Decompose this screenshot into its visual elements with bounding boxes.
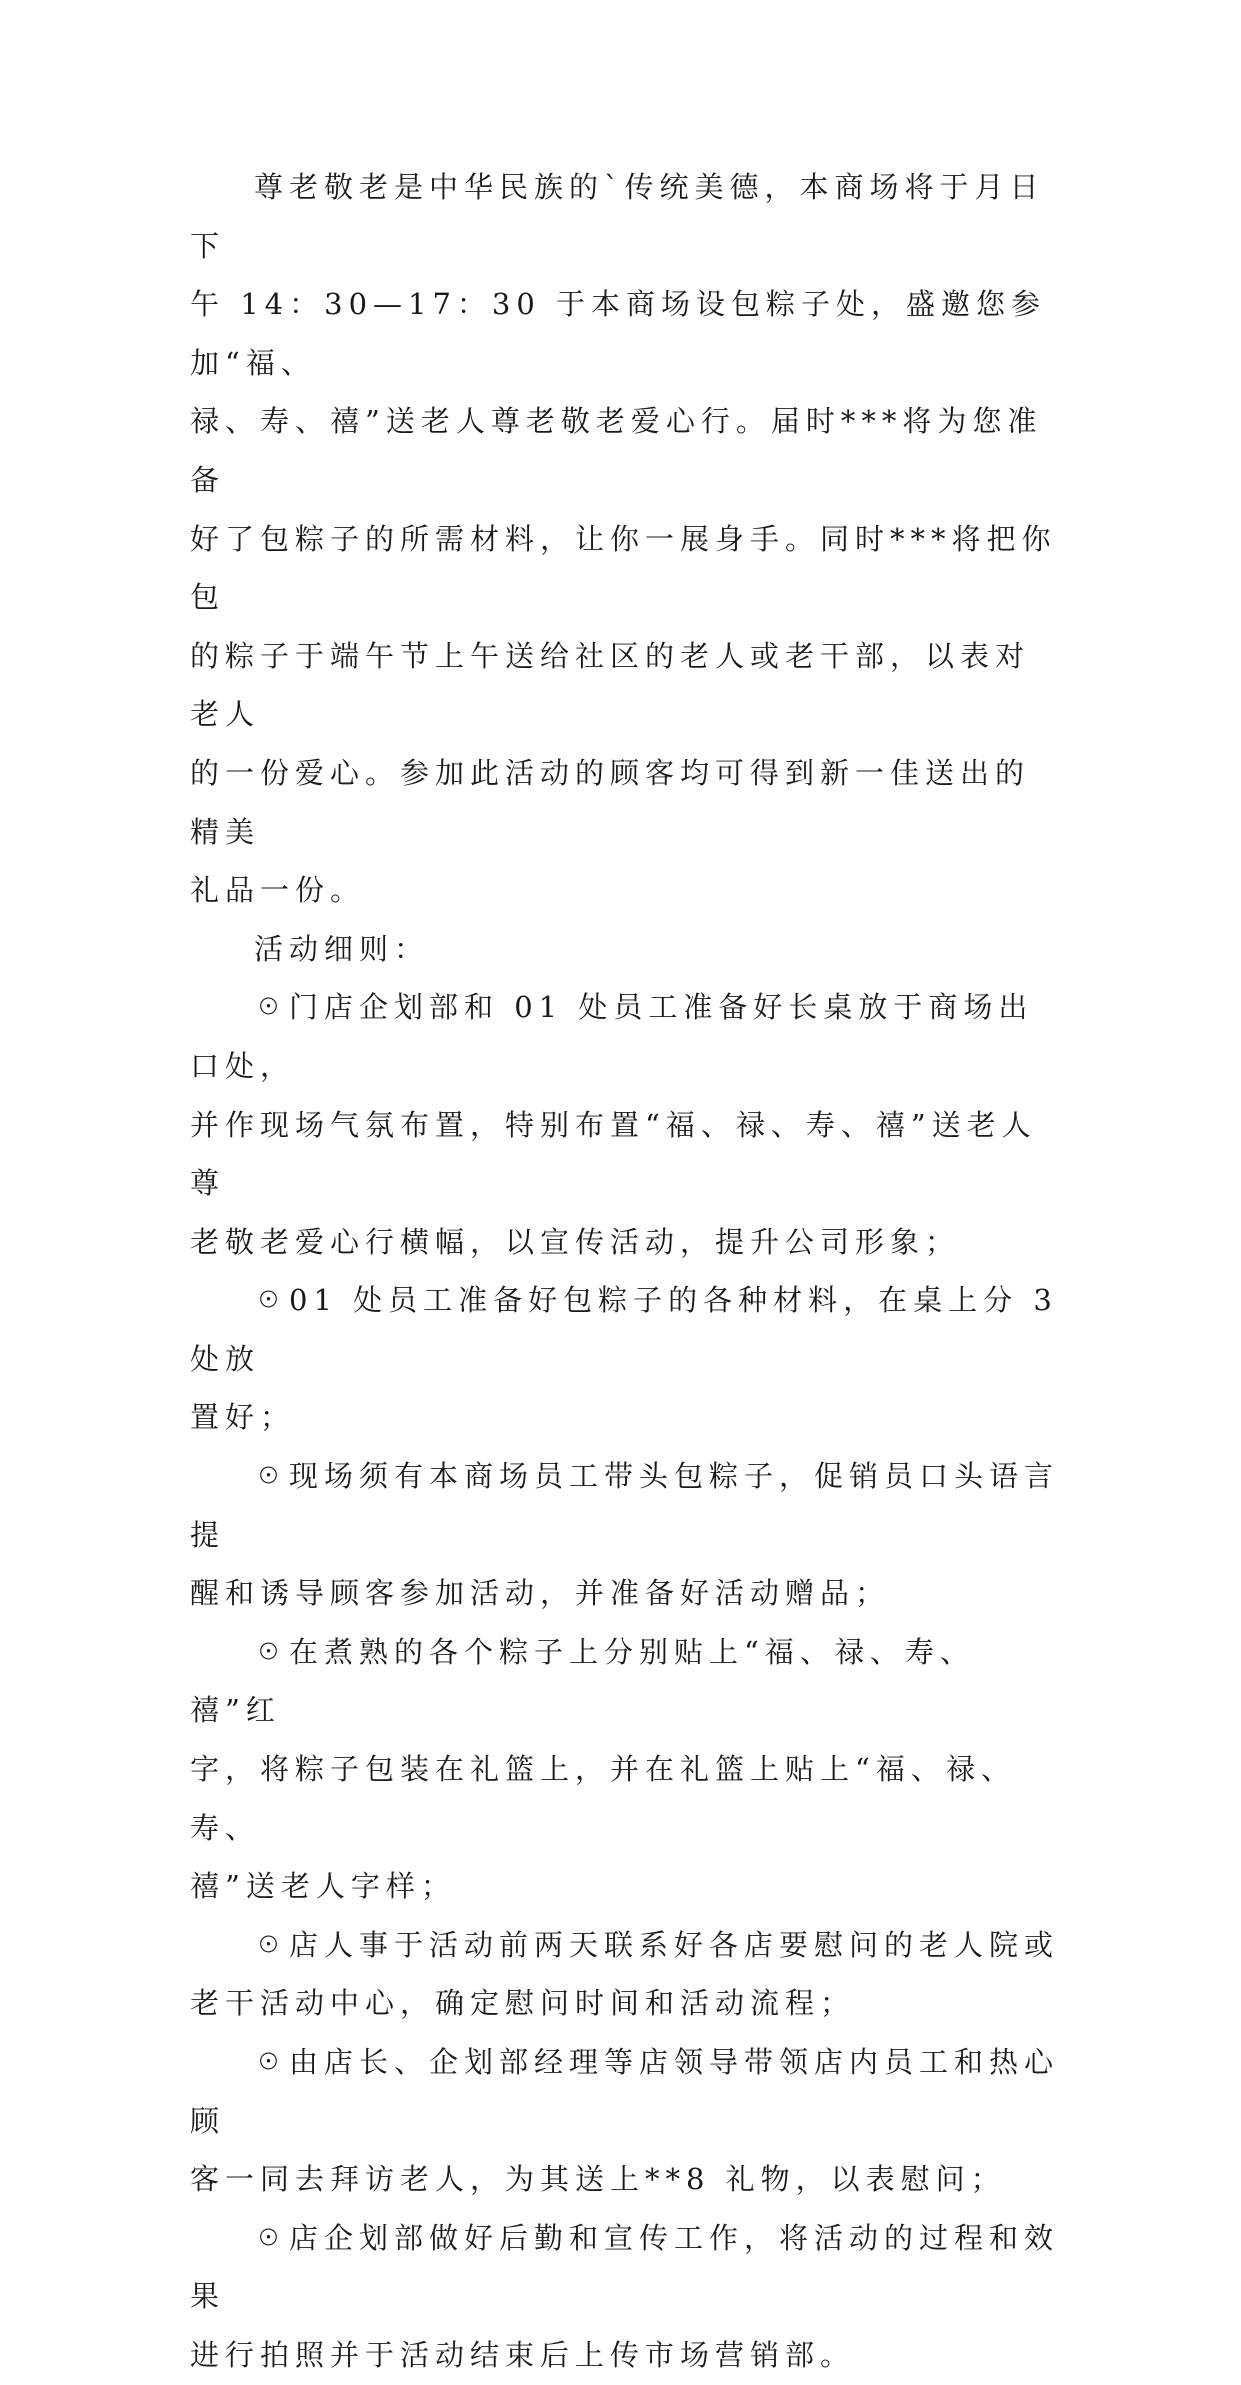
document-body (190, 158, 1060, 2385)
rule-item-1: ☉门店企划部和 01 处员工准备好长桌放于商场出口处， 并作现场气氛布置，特别布置“福、禄、寿、禧”送老人尊 老敬老爱心行横幅，以宣传活动，提升公司形象； (190, 990, 1037, 1259)
rule-item-4: ☉在煮熟的各个粽子上分别贴上“福、禄、寿、禧”红 字，将粽子包装在礼篮上，并在礼篮上贴上“福、禄、寿、 禧”送老人字样； (190, 1634, 1016, 1904)
rule-item-2: ☉01 处员工准备好包粽子的各种材料，在桌上分 3 处放 置好； (190, 1283, 1058, 1435)
rule-item-6: ☉由店长、企划部经理等店领导带领店内员工和热心顾 客一同去拜访老人，为其送上**8 礼物，以表慰问； (190, 2045, 1060, 2197)
rule-item-5: ☉店人事于活动前两天联系好各店要慰问的老人院或 老干活动中心，确定慰问时间和活动流程； (190, 1927, 1060, 2021)
rule-item-7: ☉店企划部做好后勤和宣传工作，将活动的过程和效果 进行拍照并于活动结束后上传市场营销部。 (190, 2220, 1060, 2372)
intro-paragraph: 尊老敬老是中华民族的`传统美德，本商场将于月日下 午 14：30—17：30 于本商场设包粽子处，盛邀您参加“福、 禄、寿、禧”送老人尊老敬老爱心行。届时***将为您准备 好了包粽子的所需材料，让你一展身手。同时***将把你包 的粽子于端午节上午送给社区的老人或老干部，以表对老人 的一份爱心。参加此活动的顾客均可得到新一佳送出的精美 礼品一份。 (190, 170, 1057, 908)
rule-item-3: ☉现场须有本商场员工带头包粽子，促销员口头语言提 醒和诱导顾客参加活动，并准备好活动赠品； (190, 1459, 1060, 1611)
rules-heading: 活动细则： (254, 931, 430, 966)
